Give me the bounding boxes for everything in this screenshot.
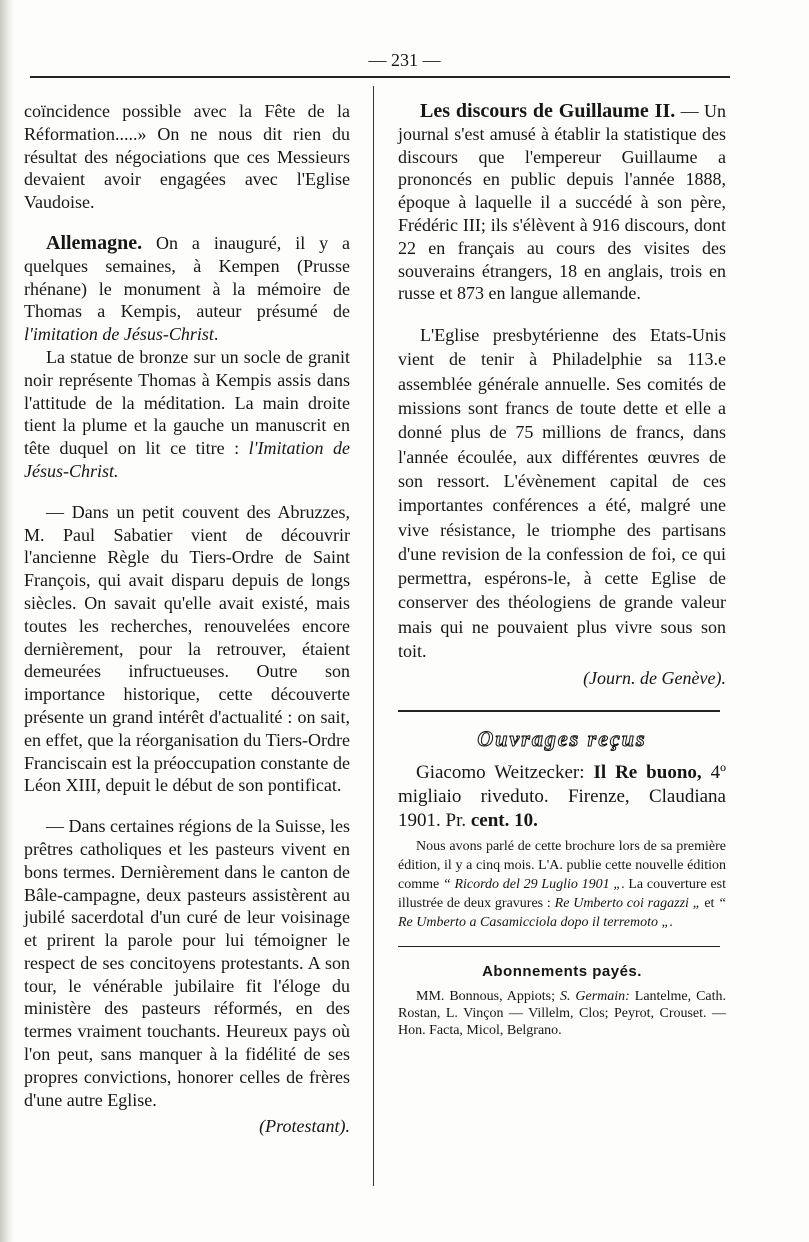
- book-price: cent. 10.: [470, 809, 538, 831]
- book-note-text-2: . La couverture est illustrée de deux gravures :: [398, 876, 726, 911]
- right-column: [398, 100, 726, 1039]
- paragraph-guillaume: [398, 100, 726, 305]
- book-author: Giacomo Weitzecker:: [416, 761, 585, 783]
- column-divider: [373, 86, 374, 1186]
- abonnements-text: MM. Bonnous, Appiots;: [416, 988, 556, 1004]
- paragraph-abruzzes: — Dans un petit couvent des Abruzzes, M. Paul Sabatier vient de découvrir l'ancienne Règle du Tiers-Ordre de Saint François, qui avait disparu depuis de longs siècles. On savait qu'elle avait existé, mais toutes les recherches, renouvelées encore dernièrement, pour la retrouver, étaient demeurées infructueuses. Outre son importance historique, cette découverte présente un grand intérêt d'actualité : on sait, en effet, que la réorganisation du Tiers-Ordre Franciscain est la préoccupation constante de Léon XIII, depuit le début de son pontificat.: [24, 501, 350, 796]
- paragraph-presbyterienne: L'Eglise presbytérienne des Etats-Unis vient de tenir à Philadelphie sa 113.e assemblée générale annuelle. Ses comités de missions sont francs de toute dette et elle a donné plus de 75 millions de francs, dans l'année écoulée, aux différentes œuvres de son ressort. L'évènement capital de ces importantes conférences a été, malgré une vive résistance, le triomphe des partisans d'une revision de la confession de foi, ce qui permettra, espérons-le, à cette Eglise de conserver des théologiens de grande valeur mais qui ne pouvaient plus vivre sous son toit.: [398, 325, 726, 662]
- source-journal-geneve: (Journ. de Genève).: [583, 668, 726, 689]
- source-protestant: (Protestant).: [259, 1116, 350, 1137]
- left-column: [24, 100, 350, 1138]
- guillaume-text: — Un journal s'est amusé à établir la statistique des discours que l'empereur Guillaume a prononcés en public depuis l'année 1888, époque à laquelle il a succédé à son père, Frédéric III; ils s'élèvent à 916 discours, dont 22 en français au cours des visites des souverains étrangers, 18 en anglais, trois en russe et 873 en langue allemande.: [398, 101, 727, 304]
- abonnements-heading: Abonnements payés.: [482, 962, 642, 980]
- book-note: [398, 837, 726, 932]
- book-note-engraving-1: Re Umberto coi ragazzi „: [554, 895, 701, 911]
- statue-book-title: l'Imitation de Jésus-Christ.: [24, 438, 350, 481]
- statue-text: La statue de bronze sur un socle de granit noir représente Thomas à Kempis assis dans l'attitude de la méditation. La main droite tient la plume et la gauche un manuscrit en tête duquel on lit ce titre :: [24, 346, 350, 459]
- paragraph-statue: [24, 346, 350, 483]
- allemagne-heading: Allemagne.: [46, 231, 143, 254]
- allemagne-text: On a inauguré, il y a quelques semaines, à Kempen (Prusse rhénane) le monument à la mémoire de Thomas a Kempis, auteur présumé de: [24, 232, 351, 322]
- book-note-ricordo: “ Ricordo del 29 Luglio 1901 „: [442, 876, 622, 892]
- book-note-text-end: .: [669, 914, 673, 930]
- book-note-text: Nous avons parlé de cette brochure lors de sa première édition, il y a cinq mois. L'A. publie cette nouvelle édition comme: [398, 838, 726, 892]
- paragraph-reformation: coïncidence possible avec la Fête de la Réformation.....» On ne nous dit rien du résultat des négociations que ces Messieurs devaient avoir engagées avec l'Eglise Vaudoise.: [24, 101, 350, 213]
- book-details: 4º migliaio riveduto. Firenze, Claudiana 1901. Pr.: [398, 761, 726, 831]
- section-rule: [398, 710, 720, 712]
- abonnements-list: [398, 988, 726, 1039]
- ouvrages-heading: Ouvrages reçus: [477, 726, 647, 752]
- page-number: — 231 —: [368, 50, 441, 70]
- book-note-text-3: et: [700, 895, 715, 911]
- guillaume-heading: Les discours de Guillaume II.: [420, 100, 676, 122]
- book-entry: [398, 761, 726, 833]
- paragraph-suisse: — Dans certaines régions de la Suisse, les prêtres catholiques et les pasteurs vivent en bons termes. Dernièrement dans le canton de Bâle-campagne, deux pasteurs assistèrent au jubilé sacerdotal d'un curé de leur voisinage et prirent la parole pour lui témoigner le respect de ses concitoyens protestants. A son tour, le vénérable jubilaire fit l'éloge du ministère des pasteurs réformés, en des termes vraiment touchants. Heureux pays où l'on peut, sans manquer à la fidélité de ses propres convictions, honorer celles de frères d'une autre Eglise.: [24, 816, 350, 1110]
- abonnements-place: S. Germain:: [559, 988, 630, 1004]
- allemagne-text-end: .: [213, 324, 219, 345]
- scan-edge-shadow: [0, 0, 14, 1242]
- header-rule: [30, 76, 730, 78]
- allemagne-book-title: l'imitation de Jésus-Christ: [24, 324, 214, 345]
- paragraph-allemagne: [24, 232, 350, 346]
- book-title: Il Re buono,: [593, 761, 702, 783]
- abonnements-text-2: Lantelme, Cath. Rostan, L. Vinçon — Villelm, Clos; Peyrot, Crouset. — Hon. Facta, Micol, Belgrano.: [398, 988, 727, 1038]
- abonnements-rule: [398, 946, 720, 947]
- book-note-engraving-2: “ Re Umberto a Casamicciola dopo il terremoto „: [398, 895, 727, 930]
